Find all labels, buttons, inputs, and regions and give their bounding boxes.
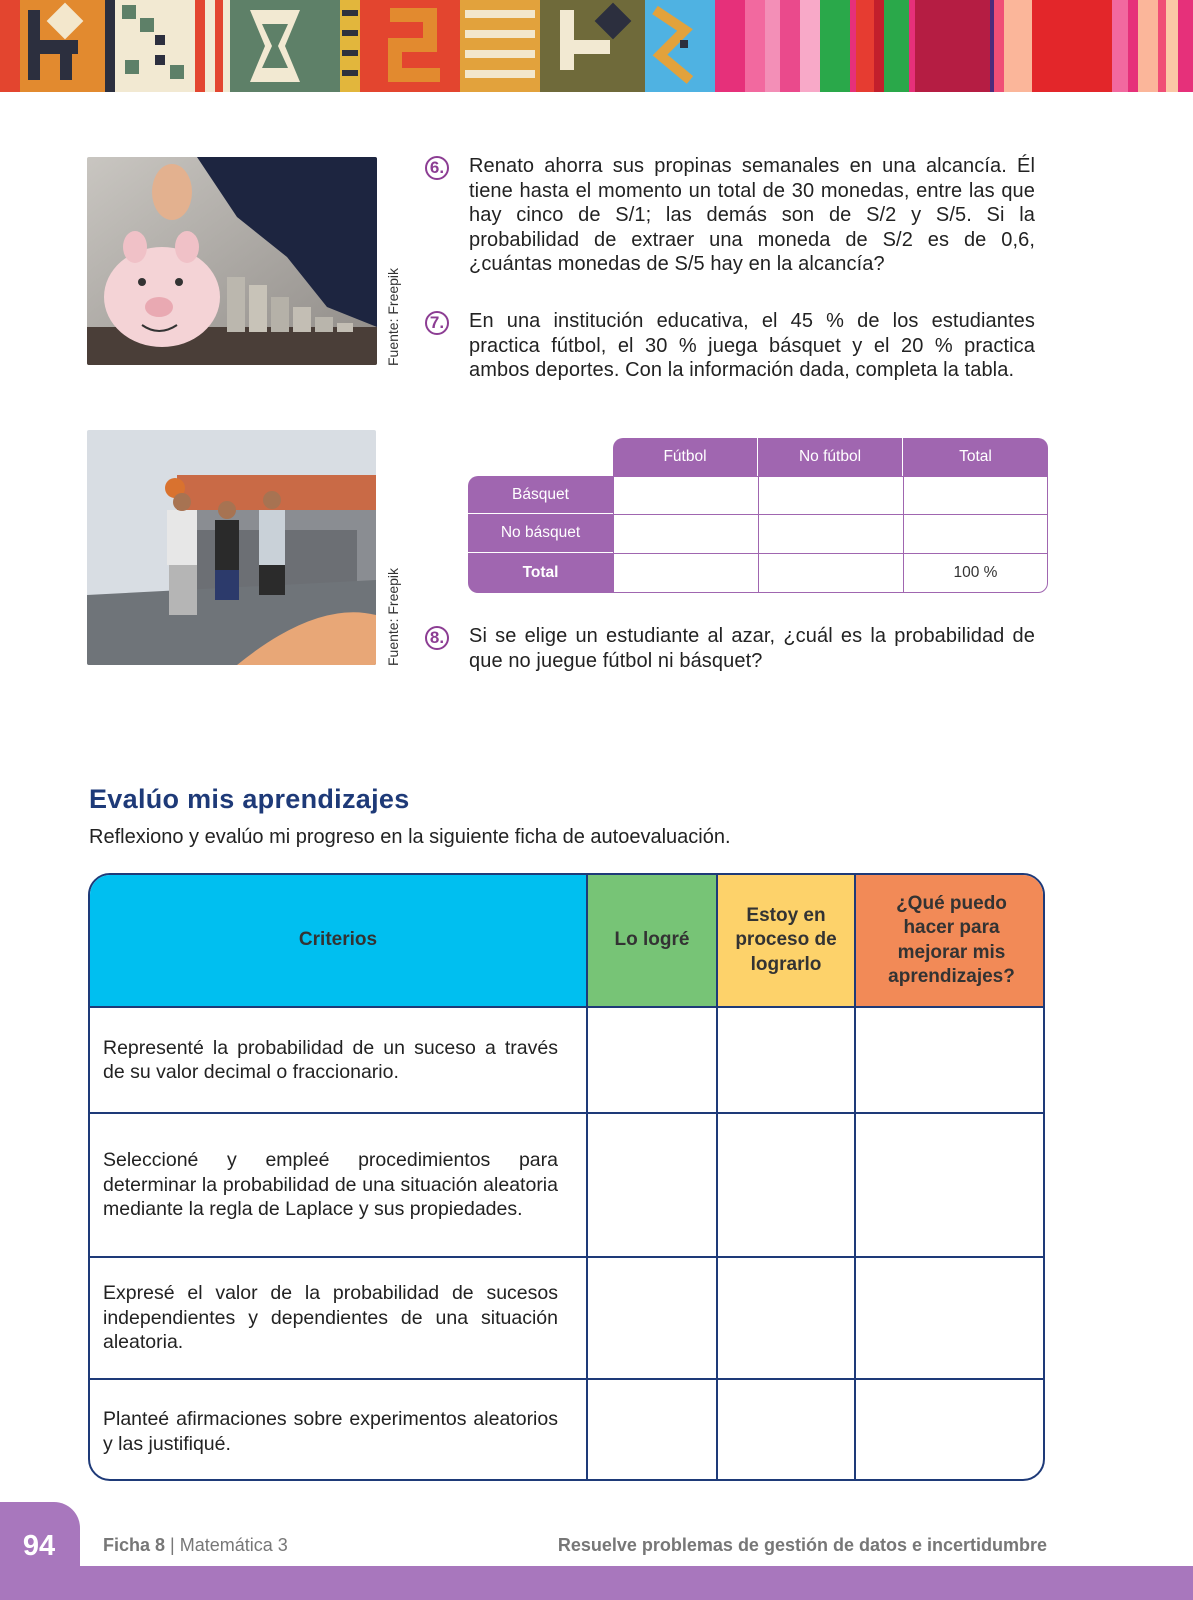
cell-mejorar[interactable] <box>856 1008 1045 1114</box>
course-name: Matemática 3 <box>179 1535 288 1555</box>
row-label-no-basquet: No básquet <box>468 514 613 553</box>
problem-text: En una institución educativa, el 45 % de los estudiantes practica fútbol, el 30 % juega básquet y el 20 % practica ambos deportes. Con la información dada, completa la tabla. <box>469 310 1035 382</box>
photo-credit-piggy: Fuente: Freepik <box>385 267 401 366</box>
header-en-proceso: Estoy en proceso de lograrlo <box>718 875 856 1008</box>
piggy-bank-photo <box>87 157 377 365</box>
cell-input[interactable] <box>758 553 904 593</box>
cell-mejorar[interactable] <box>856 1258 1045 1380</box>
photo-credit-basket: Fuente: Freepik <box>385 567 401 666</box>
cell-lo-logre[interactable] <box>588 1258 718 1380</box>
basketball-photo <box>87 430 376 665</box>
cell-input[interactable] <box>903 514 1048 554</box>
cell-input[interactable] <box>758 476 904 515</box>
cell-lo-logre[interactable] <box>588 1008 718 1114</box>
criterion-3: Expresé el valor de la probabilidad de sucesos independientes y dependientes de una situación aleatoria. <box>90 1258 588 1380</box>
cell-input[interactable] <box>613 514 759 554</box>
cell-input[interactable] <box>613 476 759 515</box>
cell-en-proceso[interactable] <box>718 1114 856 1258</box>
problem-number: 7. <box>425 311 449 335</box>
section-title: Evalúo mis aprendizajes <box>89 784 410 814</box>
problem-text: Si se elige un estudiante al azar, ¿cuál es la probabilidad de que no juegue fútbol ni básquet? <box>469 625 1035 672</box>
criterion-4: Planteé afirmaciones sobre experimentos aleatorios y las justifiqué. <box>90 1380 588 1481</box>
col-header-total: Total <box>903 438 1048 476</box>
footer-separator: | <box>170 1535 175 1555</box>
footer-unit: Resuelve problemas de gestión de datos e incertidumbre <box>557 1535 1047 1555</box>
cell-en-proceso[interactable] <box>718 1380 856 1481</box>
cell-input[interactable] <box>758 514 904 554</box>
header-mejorar: ¿Qué puedo hacer para mejorar mis aprendizajes? <box>856 875 1045 1008</box>
cell-en-proceso[interactable] <box>718 1008 856 1114</box>
cell-input[interactable] <box>613 553 759 593</box>
cell-mejorar[interactable] <box>856 1114 1045 1258</box>
header-lo-logre: Lo logré <box>588 875 718 1008</box>
footer-course <box>103 1535 288 1556</box>
row-label-total: Total <box>468 553 613 593</box>
problem-8 <box>425 624 1035 673</box>
criterion-1: Representé la probabilidad de un suceso a través de su valor decimal o fraccionario. <box>90 1008 588 1114</box>
decorative-banner <box>0 0 1193 92</box>
cell-input[interactable] <box>903 476 1048 515</box>
cell-en-proceso[interactable] <box>718 1258 856 1380</box>
problem-text: Renato ahorra sus propinas semanales en una alcancía. Él tiene hasta el momento un total de 30 monedas, entre las que hay cinco de S/1; las demás son de S/2 y S/5. Si la probabilidad de extraer una moneda de S/2 es de 0,6, ¿cuántas monedas de S/5 hay en la alcancía? <box>469 155 1035 276</box>
section-subtitle: Reflexiono y evalúo mi progreso en la siguiente ficha de autoevaluación. <box>89 826 731 848</box>
col-header-no-futbol: No fútbol <box>758 438 903 476</box>
cell-mejorar[interactable] <box>856 1380 1045 1481</box>
cell-lo-logre[interactable] <box>588 1114 718 1258</box>
contingency-table <box>468 438 1048 593</box>
col-header-futbol: Fútbol <box>613 438 758 476</box>
row-label-basquet: Básquet <box>468 476 613 514</box>
footer-bar <box>0 1566 1193 1600</box>
criterion-2: Seleccioné y empleé procedimientos para determinar la probabilidad de una situación aleatoria mediante la regla de Laplace y sus propiedades. <box>90 1114 588 1258</box>
problem-7 <box>425 309 1035 383</box>
evaluation-table <box>88 873 1045 1481</box>
page-number: 94 <box>22 1530 56 1562</box>
cell-total-value: 100 % <box>903 553 1048 593</box>
ficha-label: Ficha 8 <box>103 1535 166 1555</box>
problem-number: 8. <box>425 626 449 650</box>
header-criterios: Criterios <box>90 875 588 1008</box>
cell-lo-logre[interactable] <box>588 1380 718 1481</box>
problem-6 <box>425 154 1035 277</box>
problem-number: 6. <box>425 156 449 180</box>
